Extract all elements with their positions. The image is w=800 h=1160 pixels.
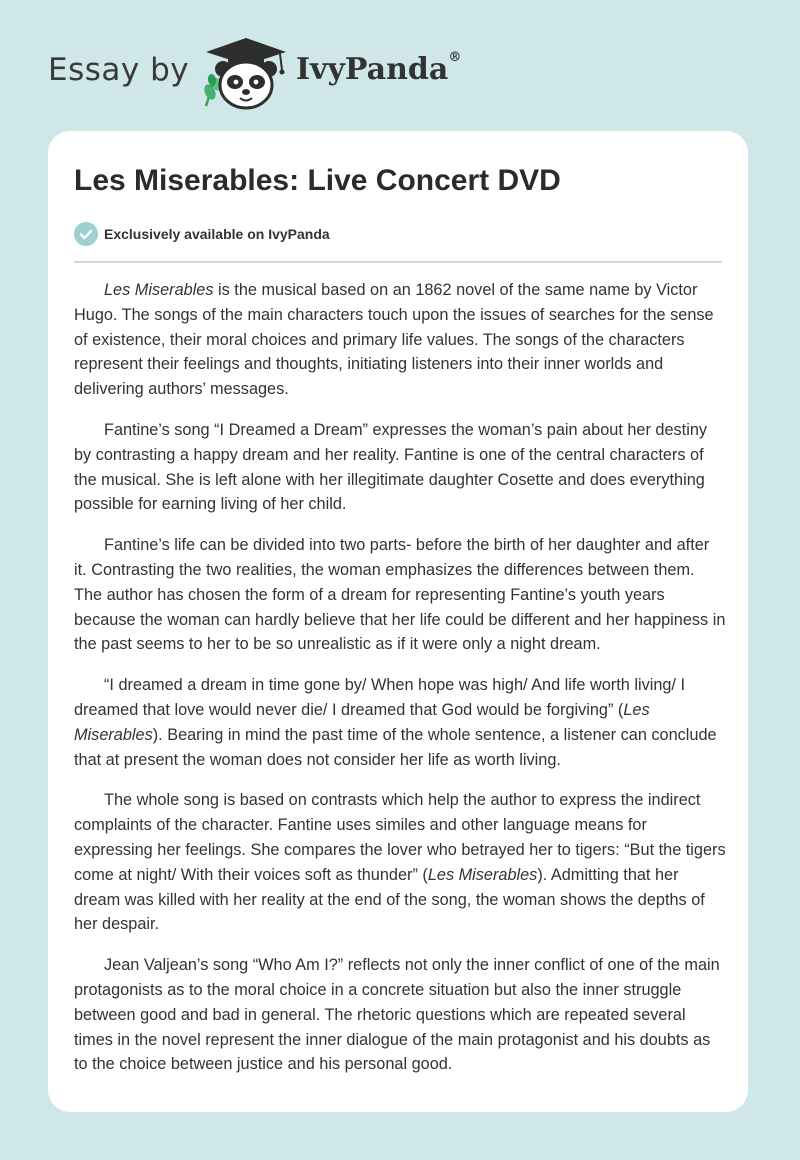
essay-paragraph	[74, 278, 726, 402]
essay-paragraph	[74, 418, 726, 517]
paragraph-text: is the musical based on an 1862 novel of the same name by Victor Hugo. The songs of the main characters touch upon the issues of searches for the sense of existence, their moral choices and primary life values. The songs of the characters represent their feelings and thoughts, initiating listeners into their inner worlds and delivering authors’ messages.	[74, 281, 714, 399]
paragraph-text: The whole song is based on contrasts which help the author to express the indirect complaints of the character. Fantine uses similes and other language means for expressing her feelings. She compares the lover who betrayed her to tigers: “But the tigers come at night/ With their voices soft as thunder” (	[74, 791, 726, 884]
trademark-symbol: ®	[448, 50, 462, 65]
site-header	[0, 0, 800, 128]
paragraph-text: “I dreamed a dream in time gone by/ When hope was high/ And life worth living/ I dreamed that love would never die/ I dreamed that God would be forgiving” (	[74, 676, 686, 719]
exclusive-badge-label: Exclusively available on IvyPanda	[104, 226, 330, 242]
exclusive-badge	[74, 222, 330, 246]
title-divider	[74, 261, 722, 263]
essay-body	[74, 278, 726, 1093]
check-circle-icon	[74, 222, 98, 246]
essay-card	[48, 131, 748, 1112]
paragraph-text: Fantine’s song “I Dreamed a Dream” expresses the woman’s pain about her destiny by contrasting a happy dream and her reality. Fantine is one of the central characters of the musical. She is left alone with her illegitimate daughter Cosette and does everything possible for earning living of her child.	[74, 420, 708, 514]
essay-paragraph	[74, 953, 726, 1077]
paragraph-text: Jean Valjean’s song “Who Am I?” reflects not only the inner conflict of one of the main protagonists as to the moral choice in a concrete situation but also the inner struggle between good and bad in general. The rhetoric questions which are repeated several times in the novel represent the inner dialogue of the main protagonist and his doubts as to the choice between justice and his personal good.	[74, 956, 720, 1074]
essay-title: Les Miserables: Live Concert DVD	[74, 164, 561, 197]
brand-name: IvyPanda	[296, 52, 449, 87]
paragraph-text: ). Bearing in mind the past time of the whole sentence, a listener can conclude that at present the woman does not consider her life as worth living.	[74, 725, 717, 769]
paragraph-text: Fantine’s life can be divided into two parts- before the birth of her daughter and after it. Contrasting the two realities, the woman emphasizes the differences between them. The author has chosen the form of a dream for representing Fantine’s youth years because the woman can hardly believe that her life could be different and her happiness in the past seems to her to be so unrealistic as if it were only a night dream.	[74, 536, 726, 654]
italic-title-text: Les Miserables	[427, 865, 538, 884]
panda-graduate-icon	[200, 36, 292, 110]
paragraph-text: ). Admitting that her dream was killed with her reality at the end of the song, the woman shows the depths of her despair.	[74, 865, 705, 934]
essay-paragraph	[74, 533, 726, 657]
essay-by-label: Essay by	[48, 52, 190, 88]
essay-paragraph	[74, 788, 726, 937]
brand-logo	[296, 52, 461, 87]
italic-title-text: Les Miserables	[74, 700, 650, 744]
essay-paragraph	[74, 673, 726, 772]
italic-title-text: Les Miserables	[104, 281, 214, 299]
